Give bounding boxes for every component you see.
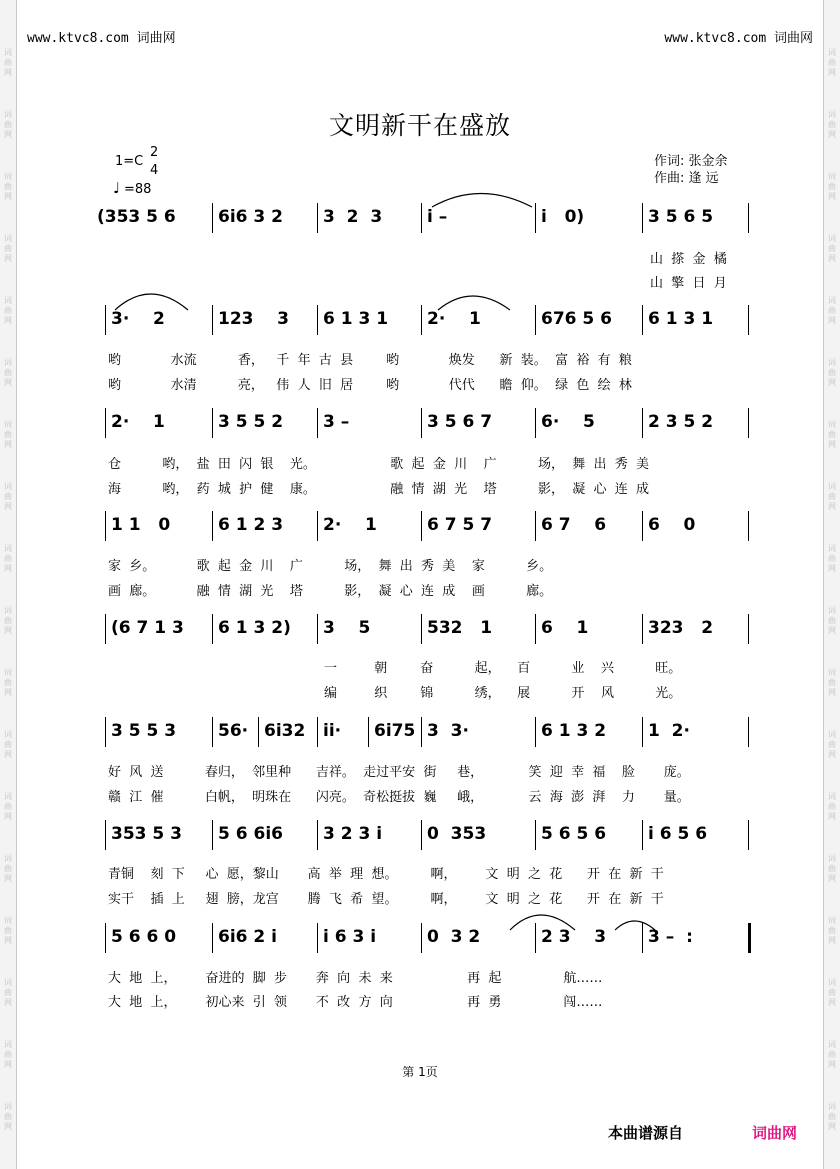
watermark-text: 词 曲 网: [828, 420, 836, 449]
time-signature-bottom: 4: [150, 163, 159, 178]
measure-notes: 323 2: [648, 618, 714, 638]
lyric-line: 大 地 上， 奋进的 脚 步 奔 向 未 来 再 起 航……: [108, 971, 603, 986]
measure-notes: i 6 5 6: [648, 824, 708, 844]
measure-notes: 6i75: [374, 721, 416, 741]
measure-notes: i –: [427, 207, 448, 227]
measure-notes: 6 1: [541, 618, 589, 638]
watermark-text: 词 曲 网: [828, 544, 836, 573]
measure-notes: 3 5: [323, 618, 371, 638]
measure-notes: 2· 1: [111, 412, 165, 432]
measure-notes: 6i6 2 i: [218, 927, 277, 947]
measure-notes: 3 5 5 3: [111, 721, 177, 741]
watermark-text: 词 曲 网: [4, 1040, 12, 1069]
lyric-line: 哟 水清 亮， 伟 人 旧 居 哟 代代 瞻 仰。 绿 色 绘 林: [108, 378, 632, 393]
measure-notes: 6· 5: [541, 412, 595, 432]
watermark-text: 词 曲 网: [4, 110, 12, 139]
measure-notes: 3 3·: [427, 721, 469, 741]
watermark-text: 词 曲 网: [828, 854, 836, 883]
lyric-line: 家 乡。 歌 起 金 川 广 场， 舞 出 秀 美 家 乡。: [108, 559, 553, 574]
measure-notes: 6i32: [264, 721, 306, 741]
slur: [510, 915, 575, 930]
measure-notes: 6 7 6: [541, 515, 607, 535]
watermark-text: 词 曲 网: [828, 792, 836, 821]
measure-notes: 56·: [218, 721, 249, 741]
watermark-text: 词 曲 网: [828, 916, 836, 945]
watermark-text: 词 曲 网: [828, 482, 836, 511]
measure-notes: 6 1 3 1: [648, 309, 714, 329]
watermark-text: 词 曲 网: [4, 296, 12, 325]
watermark-text: 词 曲 网: [4, 482, 12, 511]
measure-notes: 6 1 3 2: [541, 721, 607, 741]
measure-notes: 3 2 3 i: [323, 824, 383, 844]
watermark-text: 词 曲 网: [4, 1102, 12, 1131]
watermark-text: 词 曲 网: [828, 234, 836, 263]
composer: 作曲: 逢 远: [654, 171, 719, 186]
site-url-left[interactable]: www.ktvc8.com 词曲网: [27, 31, 176, 46]
watermark-text: 词 曲 网: [4, 358, 12, 387]
lyric-line: 哟 水流 香， 千 年 古 县 哟 焕发 新 装。 富 裕 有 粮: [108, 353, 632, 368]
watermark-text: 词 曲 网: [828, 1040, 836, 1069]
slur: [432, 194, 532, 208]
measure-notes: 6 1 3 1: [323, 309, 389, 329]
measure-notes: 3 – :: [648, 927, 693, 947]
watermark-text: 词 曲 网: [4, 730, 12, 759]
measure-notes: 0 3 2: [427, 927, 481, 947]
lyric-line: 一 朝 奋 起， 百 业 兴 旺。: [324, 661, 682, 676]
lyric-line: 仓 哟， 盐 田 闪 银 光。 歌 起 金 川 广 场， 舞 出 秀 美: [108, 457, 649, 472]
song-title: 文明新干在盛放: [328, 111, 511, 140]
measure-notes: 5 6 5 6: [541, 824, 607, 844]
measure-notes: 2· 1: [323, 515, 377, 535]
watermark-text: 词 曲 网: [828, 978, 836, 1007]
lyric-line: 青铜 刻 下 心 愿，黎山 高 举 理 想。 啊， 文 明 之 花 开 在 新 干: [108, 867, 664, 882]
measure-notes: 3 5 6 7: [427, 412, 493, 432]
watermark-text: 词 曲 网: [4, 544, 12, 573]
site-url-right[interactable]: www.ktvc8.com 词曲网: [664, 31, 813, 46]
slur: [615, 921, 655, 930]
source-label: 本曲谱源自: [608, 1124, 684, 1142]
watermark-text: 词 曲 网: [828, 296, 836, 325]
measure-notes: 6i6 3 2: [218, 207, 283, 227]
measure-notes: 6 1 3 2): [218, 618, 291, 638]
lyric-line: 海 哟， 药 城 护 健 康。 融 情 湖 光 塔 影， 凝 心 连 成: [108, 482, 649, 497]
measure-notes: ii·: [323, 721, 342, 741]
watermark-text: 词 曲 网: [828, 730, 836, 759]
measure-notes: 0 353: [427, 824, 487, 844]
measure-notes: 3 5 5 2: [218, 412, 284, 432]
measure-notes: 3 5 6 5: [648, 207, 714, 227]
page-number: 第 1页: [402, 1065, 438, 1079]
watermark-text: 词 曲 网: [828, 48, 836, 77]
watermark-text: 词 曲 网: [828, 1102, 836, 1131]
measure-notes: 5 6 6i6: [218, 824, 283, 844]
lyric-line: 山 擎 日 月: [650, 276, 727, 291]
key-signature: 1=C: [115, 154, 144, 169]
slur: [115, 294, 188, 310]
measure-notes: (353 5 6: [97, 207, 176, 227]
lyricist: 作词: 张金余: [654, 154, 728, 169]
measure-notes: 1 1 0: [111, 515, 171, 535]
watermark-text: 词 曲 网: [828, 668, 836, 697]
watermark-text: 词 曲 网: [4, 854, 12, 883]
measure-notes: 5 6 6 0: [111, 927, 177, 947]
watermark-text: 词 曲 网: [828, 358, 836, 387]
measure-notes: 2 3 5 2: [648, 412, 714, 432]
measure-notes: 2· 1: [427, 309, 481, 329]
measure-notes: i 0): [541, 207, 585, 227]
lyric-line: 山 搽 金 橘: [650, 252, 727, 267]
watermark-text: 词 曲 网: [828, 172, 836, 201]
measure-notes: 532 1: [427, 618, 493, 638]
measure-notes: 3· 2: [111, 309, 165, 329]
measure-notes: 676 5 6: [541, 309, 612, 329]
watermark-text: 词 曲 网: [4, 606, 12, 635]
tempo-marking: =88: [124, 182, 152, 197]
lyric-line: 好 风 送 春归， 邻里种 吉祥。 走过平安 街 巷， 笑 迎 幸 福 脸 庞。: [108, 765, 690, 780]
measure-notes: 353 5 3: [111, 824, 182, 844]
lyric-line: 大 地 上， 初心来 引 领 不 改 方 向 再 勇 闯……: [108, 995, 603, 1010]
lyric-line: 赣 江 催 白帆， 明珠在 闪亮。 奇松挺拔 巍 峨， 云 海 澎 湃 力 量。: [108, 790, 690, 805]
measure-notes: 3 –: [323, 412, 350, 432]
measure-notes: 2 3 3: [541, 927, 607, 947]
time-signature-top: 2: [150, 145, 159, 160]
quarter-note-icon: ♩: [113, 179, 121, 197]
slur: [438, 296, 510, 310]
watermark-text: 词 曲 网: [4, 420, 12, 449]
measure-notes: 123 3: [218, 309, 289, 329]
lyric-line: 编 织 锦 绣， 展 开 风 光。: [324, 686, 682, 701]
watermark-text: 词 曲 网: [4, 172, 12, 201]
measure-notes: 3 2 3: [323, 207, 383, 227]
measure-notes: i 6 3 i: [323, 927, 377, 947]
watermark-text: 词 曲 网: [4, 978, 12, 1007]
watermark-text: 词 曲 网: [4, 668, 12, 697]
watermark-text: 词 曲 网: [4, 792, 12, 821]
watermark-text: 词 曲 网: [4, 916, 12, 945]
brand-link[interactable]: 词曲网: [752, 1124, 798, 1142]
measure-notes: 6 0: [648, 515, 696, 535]
watermark-text: 词 曲 网: [4, 234, 12, 263]
measure-notes: 1 2·: [648, 721, 690, 741]
measure-notes: (6 7 1 3: [111, 618, 184, 638]
measure-notes: 6 7 5 7: [427, 515, 493, 535]
watermark-text: 词 曲 网: [4, 48, 12, 77]
lyric-line: 画 廊。 融 情 湖 光 塔 影， 凝 心 连 成 画 廊。: [108, 584, 553, 599]
watermark-text: 词 曲 网: [828, 606, 836, 635]
watermark-text: 词 曲 网: [828, 110, 836, 139]
measure-notes: 6 1 2 3: [218, 515, 284, 535]
lyric-line: 实干 插 上 翅 膀，龙宫 腾 飞 希 望。 啊， 文 明 之 花 开 在 新 干: [108, 892, 664, 907]
